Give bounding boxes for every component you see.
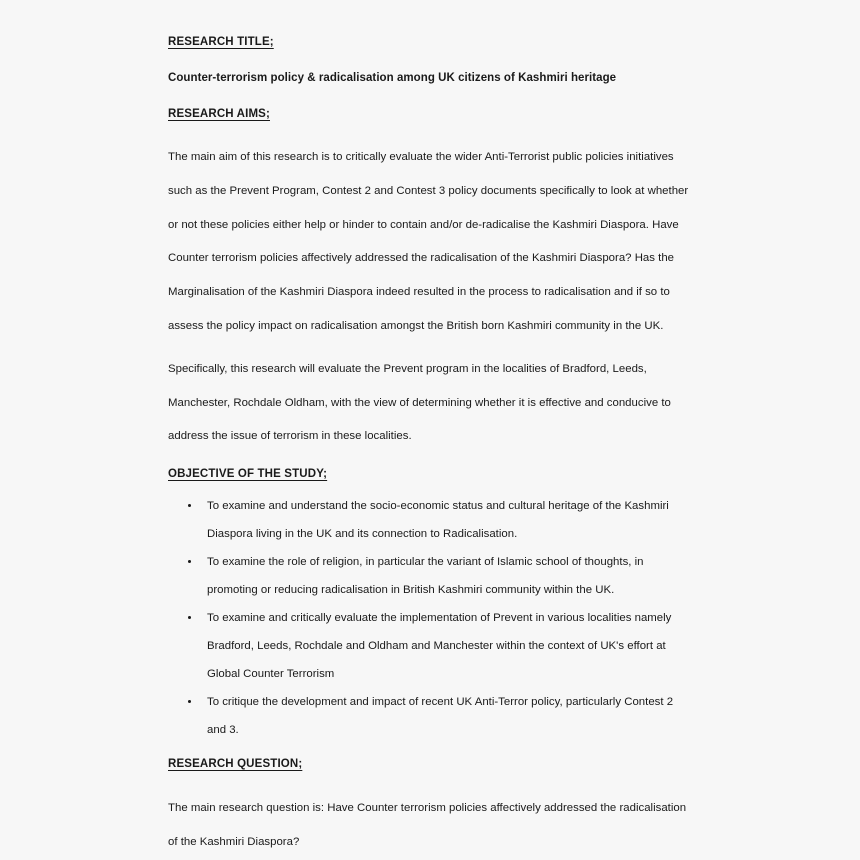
list-item: To examine and understand the socio-economic status and cultural heritage of the Kashmiri Diaspora living in the UK and its connection to Radicalisation. — [168, 492, 692, 548]
spacer — [168, 344, 692, 353]
research-question-heading: RESEARCH QUESTION; — [168, 758, 303, 771]
spacer — [168, 120, 692, 141]
list-item: To critique the development and impact of recent UK Anti-Terror policy, particularly Contest 2 and 3. — [168, 688, 692, 744]
research-aims-heading: RESEARCH AIMS; — [168, 108, 270, 120]
spacer — [168, 454, 692, 468]
document-body — [168, 36, 692, 860]
list-item: To examine the role of religion, in particular the variant of Islamic school of thoughts, in promoting or reducing radicalisation in British Kashmiri community within the UK. — [168, 548, 692, 604]
aims-paragraph-2: Specifically, this research will evaluate the Prevent program in the localities of Bradford, Leeds, Manchester, Rochdale Oldham, with the view of determining whether it is effective and conducive to address the issue of terrorism in these localities. — [168, 362, 671, 443]
spacer — [168, 770, 692, 792]
research-title-heading: RESEARCH TITLE; — [168, 36, 274, 48]
spacer — [168, 48, 692, 72]
spacer — [168, 744, 692, 758]
research-title-text: Counter-terrorism policy & radicalisation among UK citizens of Kashmiri heritage — [168, 72, 617, 84]
objective-heading: OBJECTIVE OF THE STUDY; — [168, 468, 328, 481]
spacer — [168, 480, 692, 492]
spacer — [168, 84, 692, 108]
research-question-paragraph: The main research question is: Have Counter terrorism policies affectively addressed the radicalisation of the Kashmiri Diaspora? — [168, 802, 687, 848]
list-item: To examine and critically evaluate the implementation of Prevent in various localities namely Bradford, Leeds, Rochdale and Oldham and Manchester within the context of UK's effort at Global Counter Terrorism — [168, 604, 692, 688]
objectives-list — [168, 492, 692, 744]
aims-paragraph-1: The main aim of this research is to critically evaluate the wider Anti-Terrorist public policies initiatives such as the Prevent Program, Contest 2 and Contest 3 policy documents specifically to look at whether or not these policies either help or hinder to contain and/or de-radicalise the Kashmiri Diaspora. Have Counter terrorism policies affectively addressed the radicalisation of the Kashmiri Diaspora? Has the Marginalisation of the Kashmiri Diaspora indeed resulted in the process to radicalisation and if so to assess the policy impact on radicalisation amongst the British born Kashmiri community in the UK. — [168, 151, 689, 332]
